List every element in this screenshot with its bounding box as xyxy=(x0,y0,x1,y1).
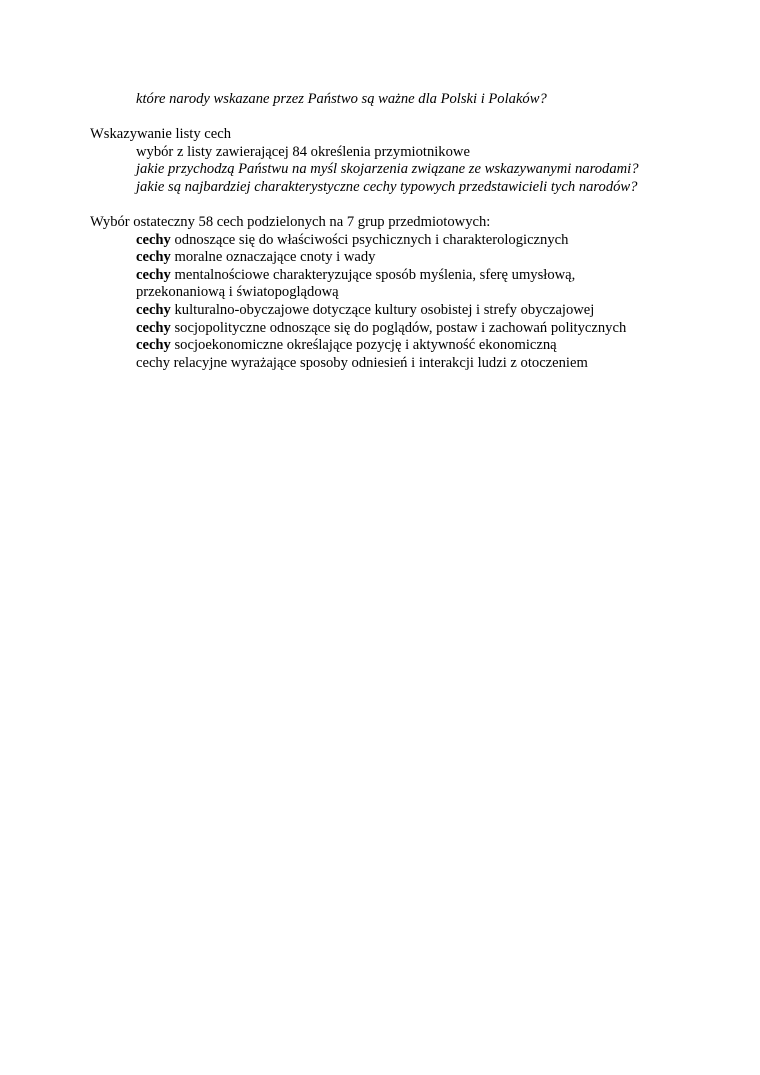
group-description: socjopolityczne odnoszące się do poglądów, postaw i zachowań politycznych xyxy=(170,320,627,336)
list-item-group-psychological xyxy=(136,232,568,250)
list-item-group-sociopolitical xyxy=(136,320,626,338)
group-description: socjoekonomiczne określające pozycję i aktywność ekonomiczną xyxy=(170,337,557,353)
question-associations: jakie przychodzą Państwu na myśl skojarzenia związane ze wskazywanymi narodami? xyxy=(136,161,639,177)
group-term: cechy xyxy=(136,232,171,248)
list-item-group-mentality xyxy=(136,267,575,285)
list-item-group-cultural xyxy=(136,302,594,320)
group-term: cechy xyxy=(136,337,171,353)
group-term: cechy xyxy=(136,302,171,318)
question-important-nations: które narody wskazane przez Państwo są ważne dla Polski i Polaków? xyxy=(136,91,547,107)
list-item-adjective-selection: wybór z listy zawierającej 84 określenia przymiotnikowe xyxy=(136,144,470,160)
group-term: cechy xyxy=(136,249,171,265)
list-item-group-mentality-continuation: przekonaniową i światopoglądową xyxy=(136,284,339,300)
group-description: kulturalno-obyczajowe dotyczące kultury osobistej i strefy obyczajowej xyxy=(170,302,595,318)
list-item-group-moral xyxy=(136,249,375,267)
group-description: mentalnościowe charakteryzujące sposób myślenia, sferę umysłową, xyxy=(170,267,576,283)
heading-trait-list: Wskazywanie listy cech xyxy=(90,126,232,142)
list-item-group-relational: cechy relacyjne wyrażające sposoby odniesień i interakcji ludzi z otoczeniem xyxy=(136,355,588,371)
list-item-group-socioeconomic xyxy=(136,337,557,355)
group-description: moralne oznaczające cnoty i wady xyxy=(170,249,376,265)
group-term: cechy xyxy=(136,320,171,336)
heading-final-selection: Wybór ostateczny 58 cech podzielonych na 7 grup przedmiotowych: xyxy=(90,214,491,230)
question-characteristic-traits: jakie są najbardziej charakterystyczne cechy typowych przedstawicieli tych narodów? xyxy=(136,179,638,195)
group-description: odnoszące się do właściwości psychicznych i charakterologicznych xyxy=(170,232,569,248)
group-term: cechy xyxy=(136,267,171,283)
